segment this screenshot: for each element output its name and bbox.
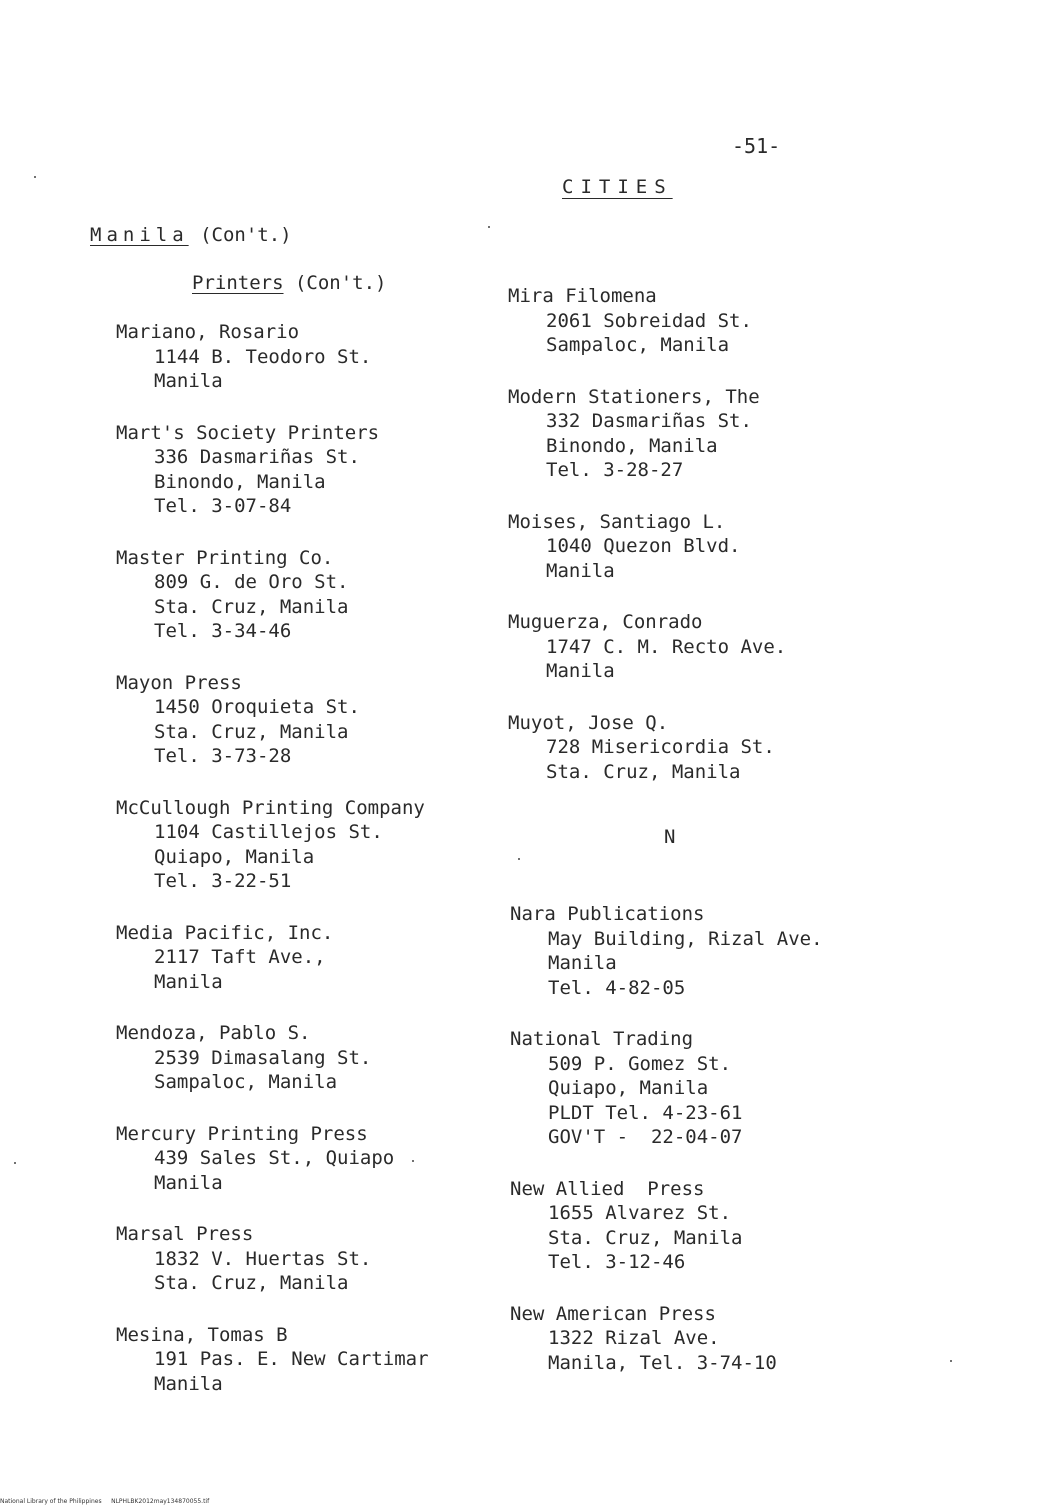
entry-detail-line: Binondo, Manila [154,470,326,493]
directory-entry [116,671,516,769]
entry-detail-line: Manila [154,1171,223,1194]
scan-speck [14,1162,16,1164]
entry-name: Mayon Press [116,671,242,694]
entry-detail-line: Quiapo, Manila [154,845,315,868]
scan-speck [950,1360,952,1362]
directory-entry [510,1177,930,1275]
entry-name: Marsal Press [116,1223,254,1245]
entry-name: McCullough Printing Company [116,796,425,819]
entry-detail-line: Sta. Cruz, Manila [154,1272,349,1294]
directory-entry [116,1323,516,1397]
entry-detail-line: Manila [548,952,617,974]
directory-entry [116,546,516,644]
entry-detail-line: 1144 B. Teodoro St. [154,345,372,368]
directory-entry [508,610,928,684]
entry-detail-line: Tel. 3-22-51 [154,870,292,892]
entry-detail-line: 728 Misericordia St. [546,736,775,758]
entry-detail-line: Sampaloc, Manila [154,1071,338,1093]
directory-entry [508,284,928,358]
entry-name: Media Pacific, Inc. [116,921,334,944]
directory-entry [508,510,928,584]
entry-detail-line: Tel. 3-12-46 [548,1251,686,1273]
entry-detail-line: Tel. 3-73-28 [154,745,292,767]
city-suffix: (Con't.) [200,224,292,246]
directory-entry [508,711,928,785]
entry-name: Master Printing Co. [116,546,334,569]
entry-detail-line: 1040 Quezon Blvd. [546,535,741,557]
entry-name: Modern Stationers, The [508,385,760,408]
directory-entry [510,1302,930,1376]
entry-detail-line: 809 G. de Oro St. [154,571,349,593]
entry-detail-line: Manila [546,660,615,682]
directory-entry [510,902,930,1000]
directory-entry [116,921,516,995]
entry-detail-line: 1747 C. M. Recto Ave. [546,635,787,658]
scan-speck [34,176,36,178]
directory-entry [116,1021,516,1095]
entry-detail-line: GOV'T - 22-04-07 [548,1126,743,1148]
directory-entry [116,796,516,894]
scan-speck [488,226,490,228]
entry-name: Muyot, Jose Q. [508,711,669,734]
entry-detail-line: Sta. Cruz, Manila [548,1226,743,1249]
letter-marker: N [664,826,676,848]
city-name: Manila [90,224,189,246]
entry-detail-line: 509 P. Gomez St. [548,1052,732,1075]
right-column [508,284,928,811]
entry-name: National Trading [510,1028,694,1050]
entry-detail-line: 332 Dasmariñas St. [546,410,752,432]
scan-speck [518,858,520,860]
entry-detail-line: Sta. Cruz, Manila [546,760,741,783]
entry-detail-line: May Building, Rizal Ave. [548,927,823,950]
entry-detail-line: 2061 Sobreidad St. [546,309,752,332]
entry-name: Mira Filomena [508,285,657,307]
entry-detail-line: Manila [154,1372,223,1395]
directory-entry [116,421,516,519]
directory-entry [116,1122,516,1196]
entry-name: Mendoza, Pablo S. [116,1022,311,1044]
entry-detail-line: Sampaloc, Manila [546,334,730,356]
entry-detail-line: 2117 Taft Ave., [154,946,326,968]
city-heading [90,224,292,246]
directory-entry [116,320,516,394]
entry-detail-line: 1450 Oroquieta St. [154,696,360,718]
directory-entry [116,1222,516,1296]
entry-detail-line: 191 Pas. E. New Cartimar [154,1348,429,1370]
category-suffix: (Con't.) [294,272,387,294]
entry-detail-line: 1104 Castillejos St. [154,821,383,843]
entry-detail-line: 1832 V. Huertas St. [154,1247,372,1270]
right-column-n-entries [510,902,930,1402]
entry-detail-line: Sta. Cruz, Manila [154,720,349,743]
directory-entry [510,1027,930,1150]
entry-detail-line: Manila [154,970,223,993]
entry-name: Mercury Printing Press [116,1122,368,1145]
entry-detail-line: Binondo, Manila [546,434,718,457]
left-column [116,320,516,1423]
entry-detail-line: Sta. Cruz, Manila [154,595,349,618]
entry-detail-line: Quiapo, Manila [548,1077,709,1099]
entry-detail-line: Manila [546,559,615,582]
right-column-m-entries [508,284,928,784]
entry-detail-line: Tel. 3-07-84 [154,495,292,517]
section-title: CITIES [562,176,673,198]
entry-detail-line: Manila, Tel. 3-74-10 [548,1351,777,1374]
page-number: -51- [732,134,781,158]
entry-detail-line: Tel. 3-28-27 [546,459,684,481]
entry-name: New American Press [510,1302,716,1325]
entry-name: Mesina, Tomas B [116,1323,288,1346]
entry-detail-line: Tel. 4-82-05 [548,976,686,999]
entry-name: New Allied Press [510,1177,705,1200]
footer-credit: National Library of the Philippines NLPHLBK2012may134870055.tif [0,1498,210,1505]
entry-name: Moises, Santiago L. [508,510,726,533]
directory-entry [508,385,928,483]
entry-detail-line: 2539 Dimasalang St. [154,1046,372,1069]
entry-detail-line: Manila [154,370,223,392]
entry-name: Nara Publications [510,903,705,925]
entry-detail-line: 336 Dasmariñas St. [154,446,360,468]
entry-name: Mariano, Rosario [116,321,300,343]
entry-detail-line: 1322 Rizal Ave. [548,1327,720,1349]
entry-name: Muguerza, Conrado [508,611,703,633]
scan-speck [412,1160,414,1162]
entry-detail-line: 439 Sales St., Quiapo [154,1147,395,1169]
category-name: Printers [192,272,284,294]
entry-name: Mart's Society Printers [116,421,380,444]
entry-detail-line: PLDT Tel. 4-23-61 [548,1101,743,1124]
entry-detail-line: Tel. 3-34-46 [154,620,292,642]
category-heading [192,272,386,294]
entry-detail-line: 1655 Alvarez St. [548,1202,732,1224]
